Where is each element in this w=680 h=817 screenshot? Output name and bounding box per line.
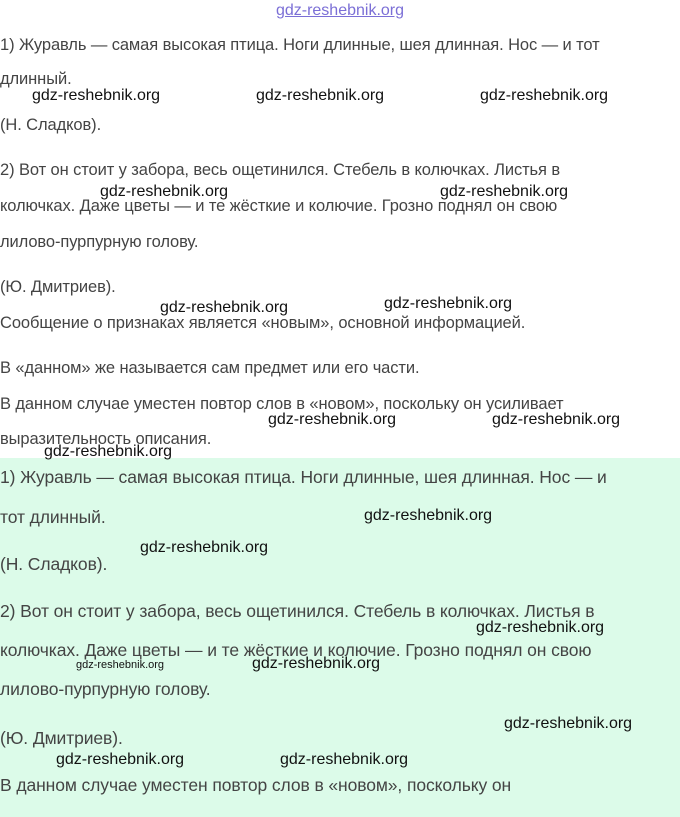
- watermark: gdz-reshebnik.org: [384, 295, 513, 312]
- answer-author-dmitriev: (Ю. Дмитриев).: [0, 728, 123, 748]
- watermark: gdz-reshebnik.org: [140, 539, 269, 556]
- note-repetition-line-1: В данном случае уместен повтор слов в «новом», поскольку он усиливает: [0, 395, 564, 413]
- paragraph-2-line-3: лилово-пурпурную голову.: [0, 233, 199, 251]
- paragraph-2-line-1: 2) Вот он стоит у забора, весь ощетинился. Стебель в колючках. Листья в: [0, 161, 561, 179]
- watermark: gdz-reshebnik.org: [160, 299, 289, 316]
- answer-paragraph-2-line-3: лилово-пурпурную голову.: [0, 679, 211, 699]
- watermark: gdz-reshebnik.org: [44, 443, 173, 460]
- answer-author-sladkov: (Н. Сладков).: [0, 554, 108, 574]
- answer-paragraph-2-line-2: колючках. Даже цветы — и те жёсткие и колючие. Грозно поднял он свою: [0, 640, 592, 660]
- note-new-information: Сообщение о признаках является «новым», основной информацией.: [0, 314, 526, 332]
- answer-paragraph-1-line-2: тот длинный.: [0, 507, 106, 527]
- author-sladkov: (Н. Сладков).: [0, 116, 102, 134]
- watermark: gdz-reshebnik.org: [280, 751, 409, 768]
- watermark: gdz-reshebnik.org: [480, 87, 609, 104]
- watermark: gdz-reshebnik.org: [364, 507, 493, 524]
- watermark: gdz-reshebnik.org: [268, 411, 397, 428]
- watermark: gdz-reshebnik.org: [76, 659, 165, 671]
- watermark: gdz-reshebnik.org: [100, 183, 229, 200]
- watermark: gdz-reshebnik.org: [56, 751, 185, 768]
- answer-paragraph-1-line-1: 1) Журавль — самая высокая птица. Ноги длинные, шея длинная. Нос — и: [0, 467, 607, 487]
- paragraph-1-line-2: длинный.: [0, 70, 72, 88]
- answer-paragraph-2-line-1: 2) Вот он стоит у забора, весь ощетинился. Стебель в колючках. Листья в: [0, 601, 595, 621]
- answer-note-line-1: В данном случае уместен повтор слов в «новом», поскольку он: [0, 775, 512, 795]
- watermark: gdz-reshebnik.org: [256, 87, 385, 104]
- note-given-information: В «данном» же называется сам предмет или его части.: [0, 359, 420, 377]
- paragraph-1-line-1: 1) Журавль — самая высокая птица. Ноги длинные, шея длинная. Нос — и тот: [0, 36, 600, 54]
- paragraph-2-line-2: колючках. Даже цветы — и те жёсткие и колючие. Грозно поднял он свою: [0, 197, 558, 215]
- watermark: gdz-reshebnik.org: [504, 715, 633, 732]
- watermark: gdz-reshebnik.org: [32, 87, 161, 104]
- site-watermark-link[interactable]: gdz-reshebnik.org: [275, 2, 405, 19]
- watermark: gdz-reshebnik.org: [252, 655, 381, 672]
- watermark: gdz-reshebnik.org: [476, 619, 605, 636]
- watermark: gdz-reshebnik.org: [440, 183, 569, 200]
- watermark: gdz-reshebnik.org: [492, 411, 621, 428]
- note-repetition-line-2: выразительность описания.: [0, 430, 212, 448]
- author-dmitriev: (Ю. Дмитриев).: [0, 278, 116, 296]
